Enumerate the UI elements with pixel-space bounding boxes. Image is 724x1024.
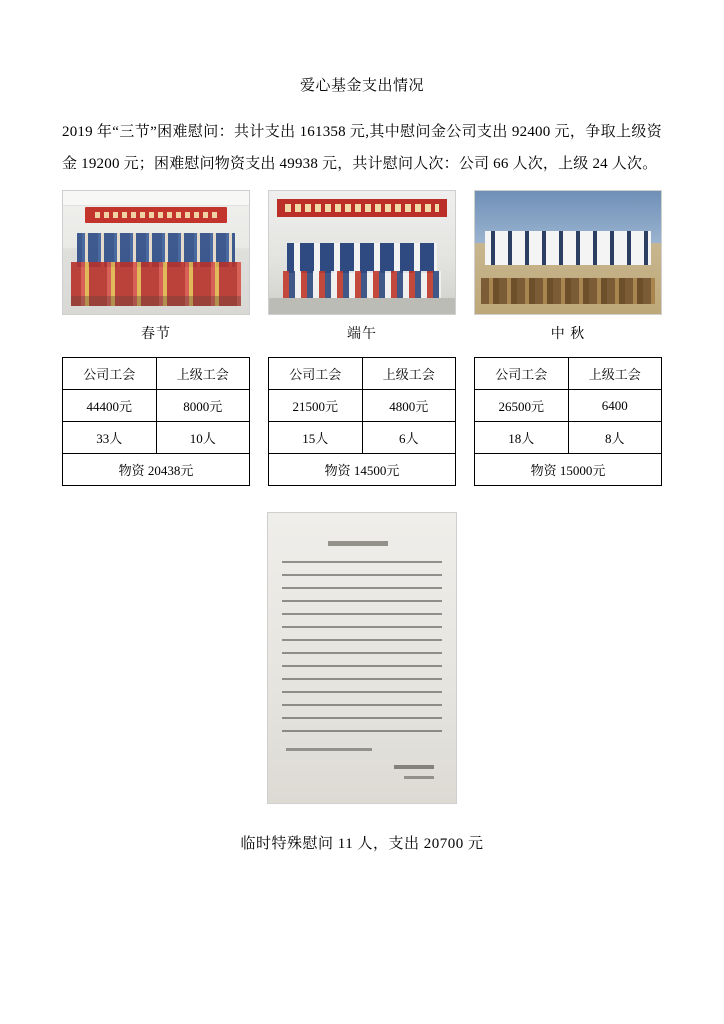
letter-text-shape [282, 561, 442, 743]
mid-autumn-photo [474, 190, 662, 315]
banner-shape [277, 199, 447, 217]
table-header-company: 公司工会 [269, 358, 363, 390]
table-row [269, 390, 456, 422]
table-cell-amount-company: 26500元 [475, 390, 569, 422]
table-cell-people-company: 15人 [269, 422, 363, 454]
fund-table-dragon-boat [268, 357, 456, 486]
back-row-shape [287, 243, 437, 273]
caption-mid-autumn: 中 秋 [550, 327, 586, 342]
boxes-shape [481, 278, 655, 304]
table-row [63, 390, 250, 422]
letter-date-shape [404, 776, 434, 779]
table-row [269, 454, 456, 486]
table-cell-people-upper: 6人 [362, 422, 456, 454]
table-row [63, 454, 250, 486]
table-header-upper: 上级工会 [156, 358, 250, 390]
fund-table-spring-festival [62, 357, 250, 486]
photo-cell-mid-autumn [474, 190, 662, 343]
table-row [269, 422, 456, 454]
banner-shape [85, 207, 227, 223]
photo-cell-dragon-boat [268, 190, 456, 343]
letter-title-shape [328, 541, 388, 546]
footer-note: 临时特殊慰问 11 人，支出 20700 元 [240, 836, 484, 852]
page-title: 爱心基金支出情况 [299, 78, 424, 94]
fund-table-mid-autumn [474, 357, 662, 486]
table-row [475, 422, 662, 454]
table-row [63, 422, 250, 454]
table-cell-amount-upper: 6400 [568, 390, 662, 422]
letter-photo-wrap [62, 512, 662, 804]
table-row [63, 358, 250, 390]
goods-shape [71, 262, 241, 306]
thank-you-letter-photo [267, 512, 457, 804]
table-header-upper: 上级工会 [362, 358, 456, 390]
table-cell-people-company: 33人 [63, 422, 157, 454]
caption-dragon-boat: 端午 [347, 327, 377, 342]
table-cell-people-company: 18人 [475, 422, 569, 454]
table-cell-goods: 物资 14500元 [269, 454, 456, 486]
table-cell-amount-upper: 4800元 [362, 390, 456, 422]
letter-signature-shape [394, 765, 434, 769]
table-row [475, 390, 662, 422]
fund-tables-row [62, 357, 662, 486]
people-shape [485, 231, 651, 265]
spring-festival-photo [62, 190, 250, 315]
table-cell-amount-company: 21500元 [269, 390, 363, 422]
front-row-shape [283, 271, 441, 299]
table-cell-goods: 物资 15000元 [475, 454, 662, 486]
photo-cell-spring-festival [62, 190, 250, 343]
caption-spring-festival: 春节 [141, 327, 171, 342]
table-cell-amount-company: 44400元 [63, 390, 157, 422]
table-row [475, 454, 662, 486]
summary-paragraph: 2019 年“三节”困难慰问：共计支出 161358 元,其中慰问金公司支出 92400 元，争取上级资金 19200 元；困难慰问物资支出 49938 元，共计慰问人次：公司 66 人次，上级 24 人次。 [62, 124, 662, 172]
dragon-boat-photo [268, 190, 456, 315]
photo-row [62, 190, 662, 343]
table-header-upper: 上级工会 [568, 358, 662, 390]
table-cell-people-upper: 10人 [156, 422, 250, 454]
table-cell-people-upper: 8人 [568, 422, 662, 454]
table-row [475, 358, 662, 390]
letter-closing-shape [286, 748, 372, 751]
table-cell-goods: 物资 20438元 [63, 454, 250, 486]
table-header-company: 公司工会 [63, 358, 157, 390]
table-row [269, 358, 456, 390]
floor-shape [269, 298, 455, 314]
table-cell-amount-upper: 8000元 [156, 390, 250, 422]
table-header-company: 公司工会 [475, 358, 569, 390]
ceiling-shape [63, 191, 249, 206]
